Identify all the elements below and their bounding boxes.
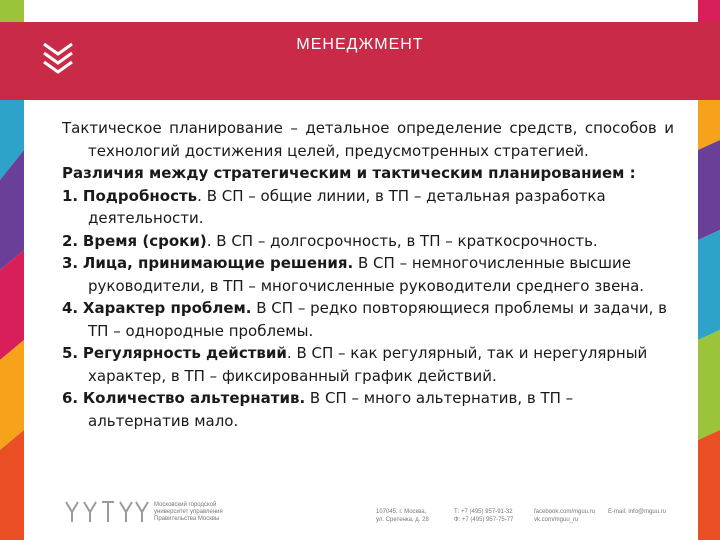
item-title: Регулярность действий	[82, 344, 287, 362]
item-text: В СП – много альтернатив, в ТП – альтернатив мало.	[88, 389, 574, 430]
main-content	[62, 117, 674, 432]
list-item	[62, 387, 674, 432]
item-title: Характер проблем.	[82, 299, 252, 317]
item-number: 5.	[62, 344, 79, 362]
item-text: В СП – немногочисленные высшие руководители, в ТП – многочисленные руководители среднего звена.	[88, 254, 645, 295]
footer-email[interactable]	[608, 508, 666, 516]
header-band	[0, 22, 720, 100]
differences-heading	[62, 162, 674, 185]
address-line: 107045, г. Москва,	[376, 509, 427, 515]
org-line: Правительства Москвы	[154, 516, 220, 522]
footer-phones	[454, 508, 513, 524]
item-title: Количество альтернатив.	[82, 389, 306, 407]
item-number: 6.	[62, 389, 79, 407]
phone-line: Т: +7 (495) 957-91-32	[454, 509, 513, 515]
item-text: . В СП – как регулярный, так и нерегулярный характер, в ТП – фиксированный график действий.	[88, 344, 648, 385]
definition-paragraph	[62, 117, 674, 162]
item-title: Подробность	[82, 186, 198, 205]
list-item	[62, 297, 674, 342]
footer-social[interactable]	[534, 508, 595, 524]
fax-line: Ф: +7 (495) 957-75-77	[454, 517, 514, 523]
footer	[64, 500, 694, 530]
footer-address	[376, 508, 429, 524]
item-title: Лица, принимающие решения.	[82, 254, 354, 272]
vk-link[interactable]: vk.com/mguu_ru	[534, 517, 579, 523]
email-link[interactable]: E-mail: info@mguu.ru	[608, 509, 667, 515]
definition-term: Тактическое планирование	[62, 119, 283, 137]
org-line: Московский городской	[154, 502, 217, 508]
item-text: . В СП – долгосрочность, в ТП – краткосрочность.	[206, 231, 598, 250]
list-item	[62, 342, 674, 387]
item-number: 3.	[62, 254, 79, 272]
list-item	[62, 252, 674, 297]
item-number: 4.	[62, 299, 79, 317]
page-title: МЕНЕДЖМЕНТ	[296, 36, 424, 53]
item-text: В СП – редко повторяющиеся проблемы и задачи, в ТП – однородные проблемы.	[88, 299, 668, 340]
facebook-link[interactable]: facebook.com/mguu.ru	[534, 509, 596, 515]
list-item	[62, 185, 674, 230]
item-text: . В СП – общие линии, в ТП – детальная разработка деятельности.	[88, 186, 606, 227]
item-number: 2.	[62, 231, 79, 250]
definition-text: – детальное определение средств, способов и технологий достижения целей, предусмотренных стратегией.	[88, 119, 674, 160]
university-logo	[64, 500, 150, 524]
list-item	[62, 230, 674, 253]
address-line: ул. Сретенка, д. 28	[376, 517, 429, 523]
differences-heading-text: Различия между стратегическим и тактическим планированием :	[62, 164, 636, 182]
item-number: 1.	[62, 186, 79, 205]
footer-organization	[154, 502, 234, 523]
org-line: университет управления	[154, 509, 223, 515]
item-title: Время (сроки)	[82, 231, 207, 250]
